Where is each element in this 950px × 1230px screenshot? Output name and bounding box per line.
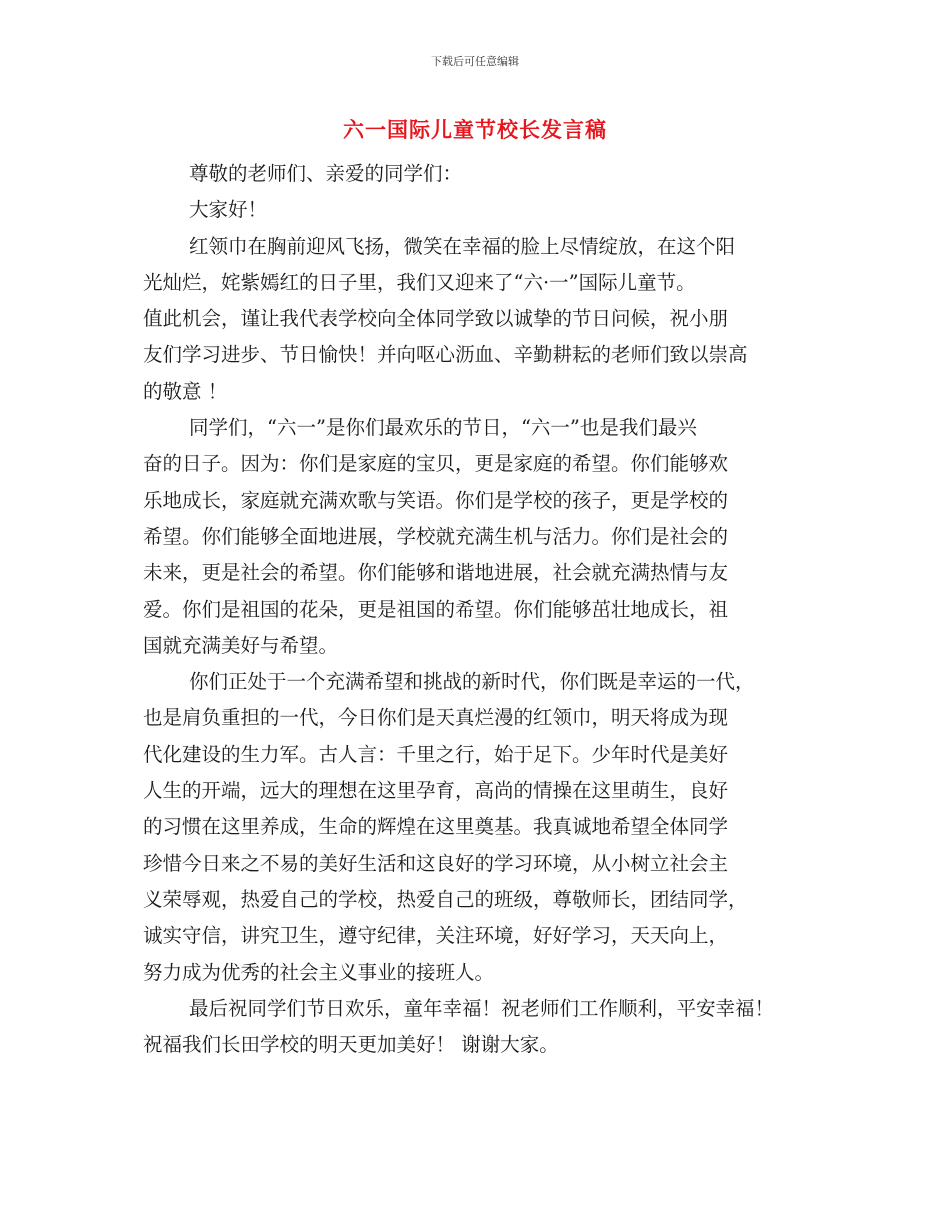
body-line: 诚实守信，讲究卫生，遵守纪律，关注环境，好好学习，天天向上，: [143, 924, 729, 948]
body-line: 祝福我们长田学校的明天更加美好！ 谢谢大家。: [143, 1033, 559, 1057]
body-line: 友们学习进步、节日愉快！并向呕心沥血、辛勤耕耘的老师们致以崇高: [143, 343, 748, 367]
body-line: 希望。你们能够全面地进展，学校就充满生机与活力。你们是社会的: [143, 524, 729, 548]
body-line: 珍惜今日来之不易的美好生活和这良好的学习环境，从小树立社会主: [143, 851, 729, 875]
body-line: 爱。你们是祖国的花朵，更是祖国的希望。你们能够茁壮地成长，祖: [143, 597, 729, 621]
body-line: 值此机会，谨让我代表学校向全体同学致以诚挚的节日问候，祝小朋: [143, 307, 729, 331]
document-body: [143, 156, 843, 1063]
body-line: 义荣辱观，热爱自己的学校，热爱自己的班级，尊敬师长，团结同学，: [143, 887, 748, 911]
body-line: 的敬意 ！: [143, 379, 228, 403]
body-line: 努力成为优秀的社会主义事业的接班人。: [143, 960, 495, 984]
body-line: 奋的日子。因为：你们是家庭的宝贝，更是家庭的希望。你们能够欢: [143, 452, 729, 476]
body-line: 的习惯在这里养成，生命的辉煌在这里奠基。我真诚地希望全体同学: [143, 815, 729, 839]
body-line: 你们正处于一个充满希望和挑战的新时代，你们既是幸运的一代，: [189, 670, 755, 694]
body-line: 红领巾在胸前迎风飞扬，微笑在幸福的脸上尽情绽放，在这个阳: [189, 234, 736, 258]
body-line: 也是肩负重担的一代，今日你们是天真烂漫的红领巾，明天将成为现: [143, 706, 729, 730]
body-line: 最后祝同学们节日欢乐，童年幸福！祝老师们工作顺利，平安幸福！: [189, 996, 775, 1020]
body-line: 乐地成长，家庭就充满欢歌与笑语。你们是学校的孩子，更是学校的: [143, 488, 729, 512]
body-line: 大家好！: [189, 198, 268, 222]
header-note: 下载后可任意编辑: [431, 55, 519, 68]
body-line: 人生的开端，远大的理想在这里孕育，高尚的情操在这里萌生，良好: [143, 779, 729, 803]
body-line: 未来，更是社会的希望。你们能够和谐地进展，社会就充满热情与友: [143, 561, 729, 585]
document-title: 六一国际儿童节校长发言稿: [343, 118, 607, 142]
body-line: 光灿烂，姹紫嫣红的日子里，我们又迎来了“六·一”国际儿童节。: [143, 270, 696, 294]
body-line: 尊敬的老师们、亲爱的同学们：: [189, 162, 463, 185]
body-line: 同学们，“六一”是你们最欢乐的节日，“六一”也是我们最兴: [189, 416, 697, 440]
body-line: 代化建设的生力军。古人言：千里之行，始于足下。少年时代是美好: [143, 742, 729, 766]
body-line: 国就充满美好与希望。: [143, 633, 339, 657]
